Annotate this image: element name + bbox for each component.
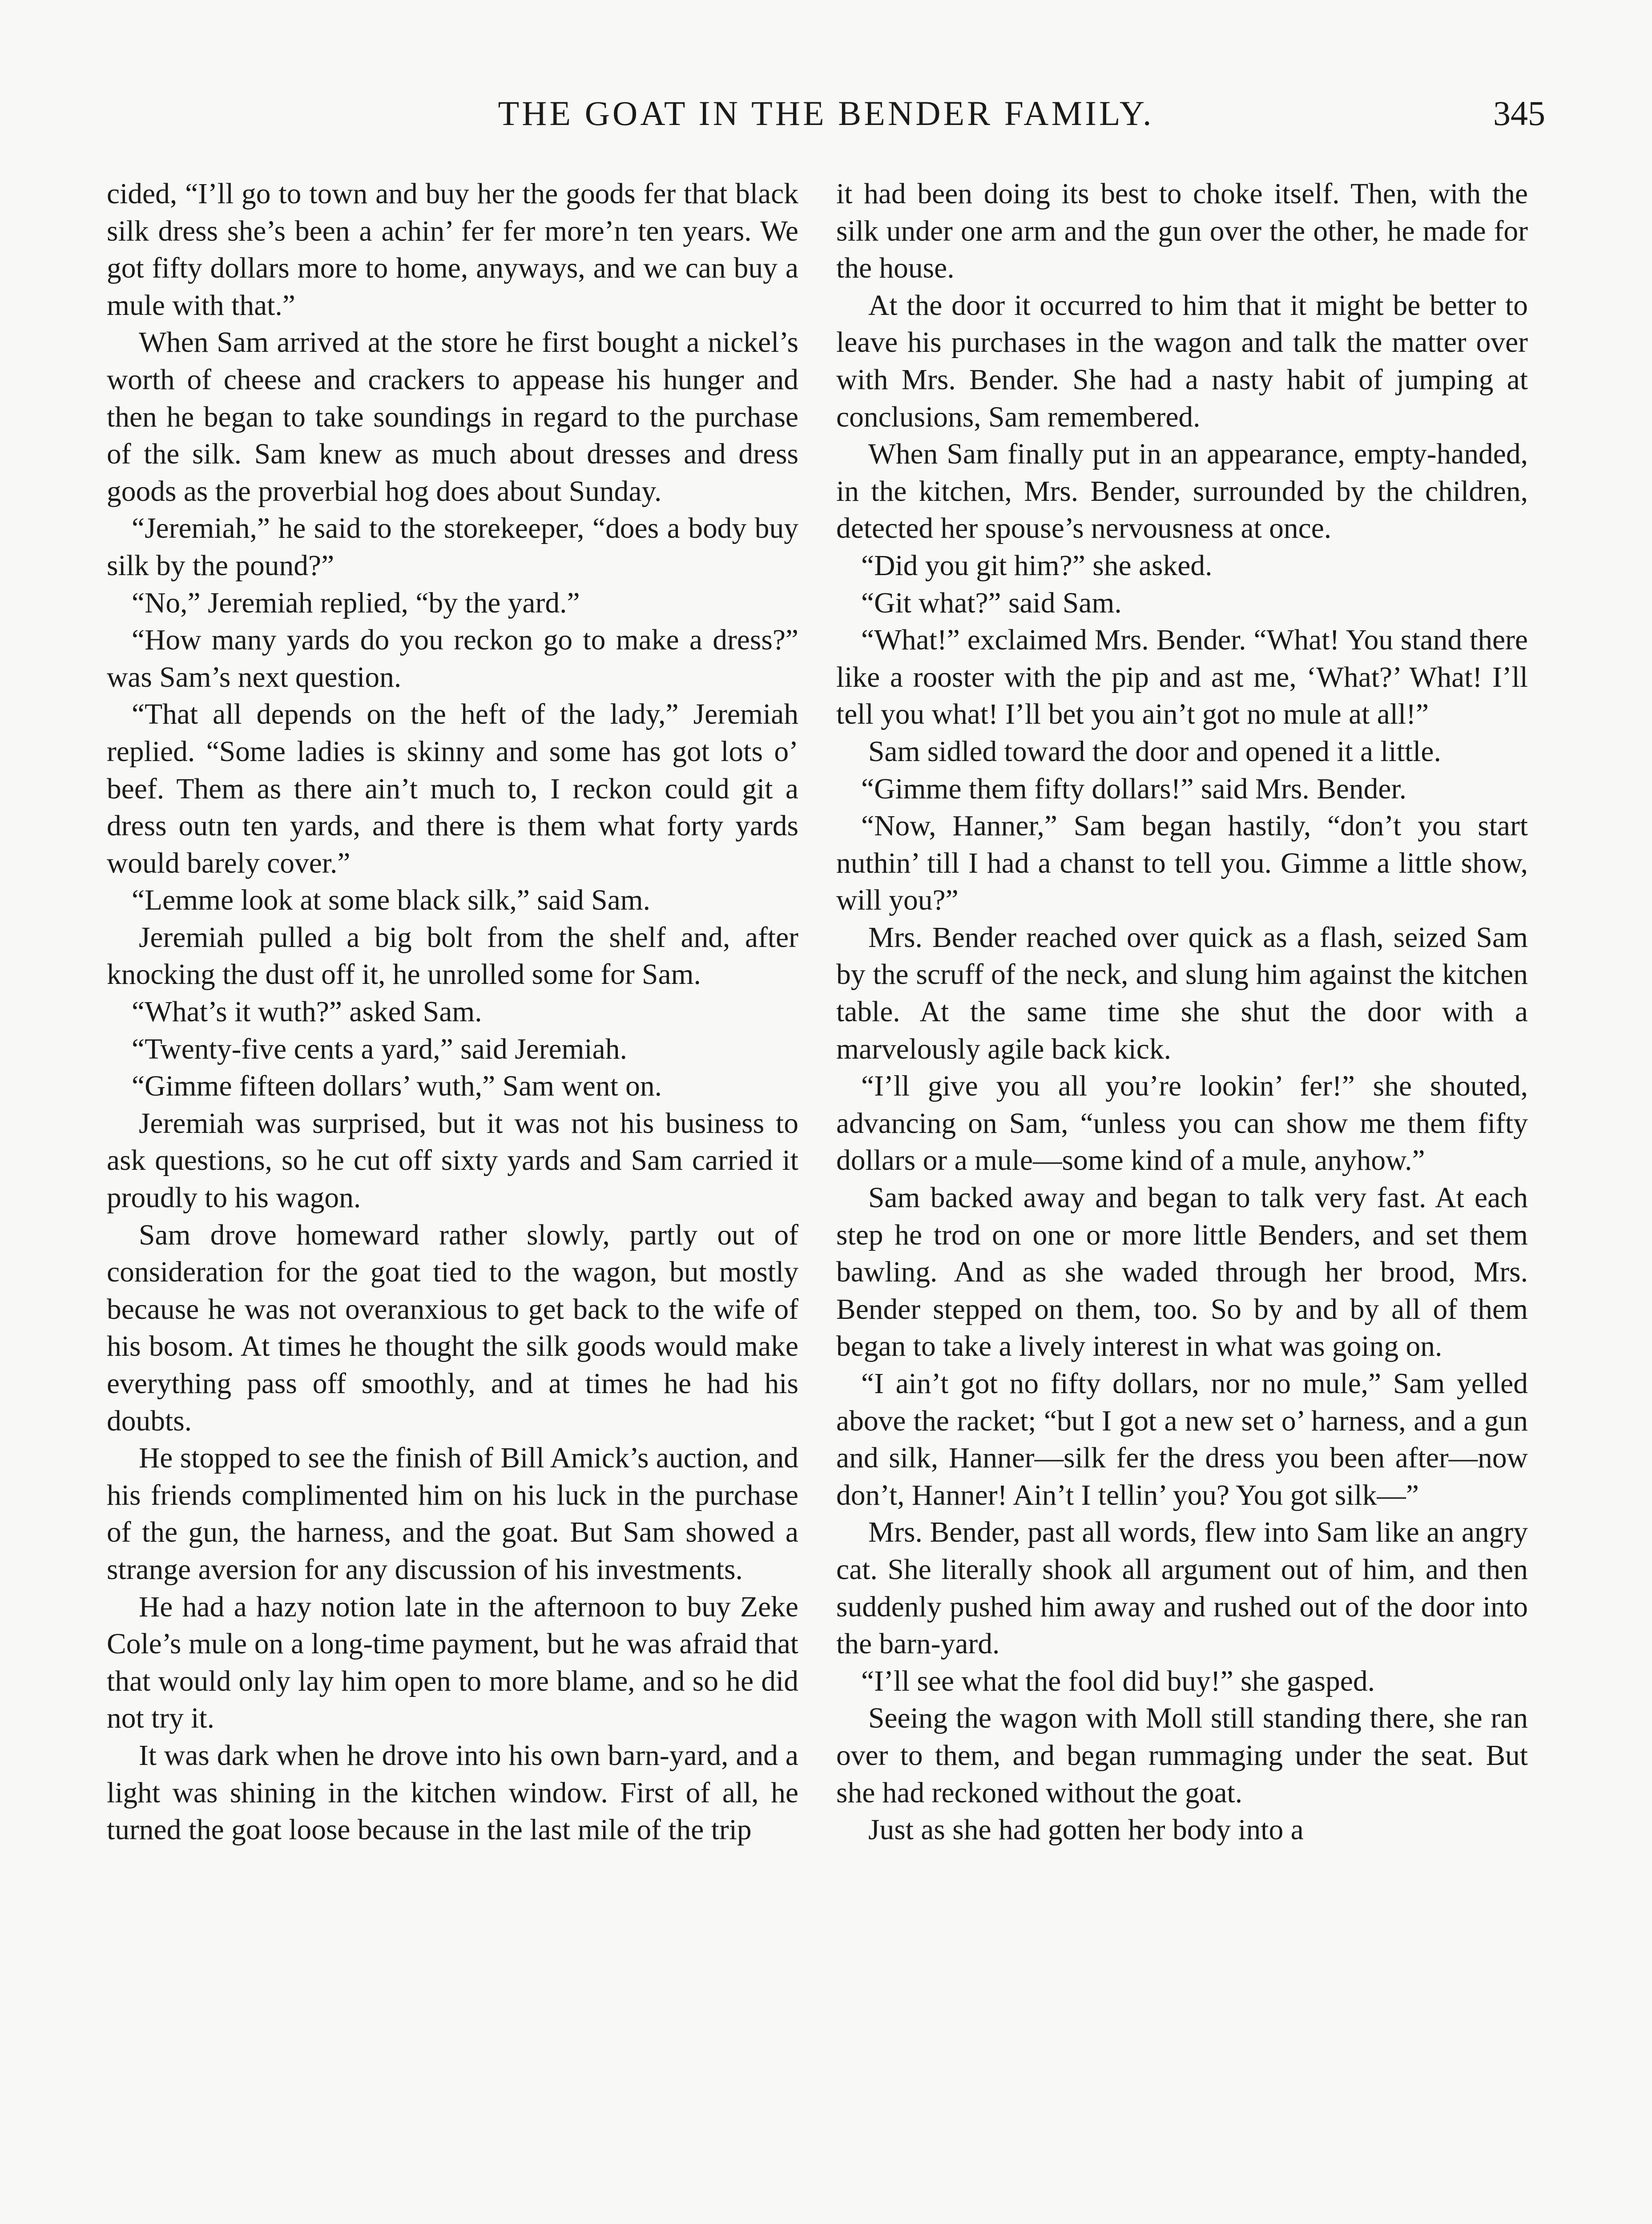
paragraph: “Did you git him?” she asked. xyxy=(861,549,1213,582)
paragraph: “Jeremiah,” he said to the storekeeper, “does a body buy silk by the pound?” xyxy=(107,512,798,582)
paragraph: It was dark when he drove into his own barn-yard, and a light was shining in the kitchen window. First of all, he turned the goat loose because in the last mile of the trip xyxy=(107,1739,798,1846)
paragraph: Mrs. Bender, past all words, flew into Sam like an angry cat. She literally shook all argument out of him, and then suddenly pushed him away and rushed out of the door into the barn-yard. xyxy=(836,1516,1528,1660)
running-head xyxy=(107,89,1545,138)
paragraph: “I’ll give you all you’re lookin’ fer!” she shouted, advancing on Sam, “unless you can show me them fifty dollars or a mule—some kind of a mule, anyhow.” xyxy=(836,1070,1528,1177)
paragraph: When Sam arrived at the store he first bought a nickel’s worth of cheese and crackers to appease his hunger and then he began to take soundings in regard to the purchase of the silk. Sam knew as much about dresses and dress goods as the proverbial hog does about Sunday. xyxy=(107,326,798,508)
paragraph: “Now, Hanner,” Sam began hastily, “don’t you start nuthin’ till I had a chanst to tell you. Gimme a little show, will you?” xyxy=(836,810,1528,917)
paragraph: When Sam finally put in an appearance, empty-handed, in the kitchen, Mrs. Bender, surrounded by the children, detected her spouse’s nervousness at once. xyxy=(836,438,1528,545)
paragraph: cided, “I’ll go to town and buy her the goods fer that black silk dress she’s been a achin’ fer fer more’n ten years. We got fifty dollars more to home, anyways, and we can buy a mule with that.” xyxy=(107,178,798,322)
left-column xyxy=(107,176,798,2224)
paragraph: Just as she had gotten her body into a xyxy=(868,1814,1304,1846)
paragraph: He had a hazy notion late in the afternoon to buy Zeke Cole’s mule on a long-time payment, but he was afraid that that would only lay him open to more blame, and so he did not try it. xyxy=(107,1591,798,1735)
paragraph: Jeremiah pulled a big bolt from the shelf and, after knocking the dust off it, he unrolled some for Sam. xyxy=(107,921,798,991)
paragraph: At the door it occurred to him that it might be better to leave his purchases in the wagon and talk the matter over with Mrs. Bender. She had a nasty habit of jumping at conclusions, Sam remembered. xyxy=(836,289,1528,433)
paragraph: Sam backed away and began to talk very fast. At each step he trod on one or more little Benders, and set them bawling. And as she waded through her brood, Mrs. Bender stepped on them, too. So by and by all of them began to take a lively interest in what was going on. xyxy=(836,1182,1528,1363)
paragraph: it had been doing its best to choke itself. Then, with the silk under one arm and the gun over the other, he made for the house. xyxy=(836,178,1528,285)
paragraph: He stopped to see the finish of Bill Amick’s auction, and his friends complimented him on his luck in the purchase of the gun, the harness, and the goat. But Sam showed a strange aversion for any discussion of his investments. xyxy=(107,1442,798,1586)
paragraph: “Git what?” said Sam. xyxy=(861,587,1122,619)
paragraph: Sam drove homeward rather slowly, partly out of consideration for the goat tied to the wagon, but mostly because he was not overanxious to get back to the wife of his bosom. At times he thought the silk goods would make everything pass off smoothly, and at times he had his doubts. xyxy=(107,1219,798,1437)
right-column xyxy=(836,176,1528,2224)
paragraph: “I ain’t got no fifty dollars, nor no mule,” Sam yelled above the racket; “but I got a new set o’ harness, and a gun and silk, Hanner—silk fer the dress you been after—now don’t, Hanner! Ain’t I tellin’ you? You got silk—” xyxy=(836,1368,1528,1511)
paragraph: “Gimme fifteen dollars’ wuth,” Sam went on. xyxy=(132,1070,662,1103)
paragraph: “Twenty-five cents a yard,” said Jeremiah. xyxy=(132,1033,627,1065)
paragraph: Sam sidled toward the door and opened it a little. xyxy=(868,735,1441,768)
paragraph: “I’ll see what the fool did buy!” she gasped. xyxy=(861,1665,1375,1697)
paragraph: Mrs. Bender reached over quick as a flash, seized Sam by the scruff of the neck, and slung him against the kitchen table. At the same time she shut the door with a marvelously agile back kick. xyxy=(836,921,1528,1065)
paragraph: “Lemme look at some black silk,” said Sam. xyxy=(132,884,650,917)
paragraph: “Gimme them fifty dollars!” said Mrs. Bender. xyxy=(861,773,1407,805)
paragraph: “No,” Jeremiah replied, “by the yard.” xyxy=(132,587,580,619)
paragraph: “What’s it wuth?” asked Sam. xyxy=(132,996,482,1028)
paragraph: Seeing the wagon with Moll still standing there, she ran over to them, and began rummaging under the seat. But she had reckoned without the goat. xyxy=(836,1702,1528,1809)
paragraph: “That all depends on the heft of the lady,” Jeremiah replied. “Some ladies is skinny and some has got lots o’ beef. Them as there ain’t much to, I reckon could git a dress outn ten yards, and there is them what forty yards would barely cover.” xyxy=(107,698,798,879)
paragraph: Jeremiah was surprised, but it was not his business to ask questions, so he cut off sixty yards and Sam carried it proudly to his wagon. xyxy=(107,1107,798,1214)
paragraph: “What!” exclaimed Mrs. Bender. “What! You stand there like a rooster with the pip and ast me, ‘What?’ What! I’ll tell you what! I’ll bet you ain’t got no mule at all!” xyxy=(836,624,1528,731)
running-title: THE GOAT IN THE BENDER FAMILY. xyxy=(498,94,1154,133)
page-number: 345 xyxy=(1493,94,1545,133)
paragraph: “How many yards do you reckon go to make a dress?” was Sam’s next question. xyxy=(107,624,798,693)
